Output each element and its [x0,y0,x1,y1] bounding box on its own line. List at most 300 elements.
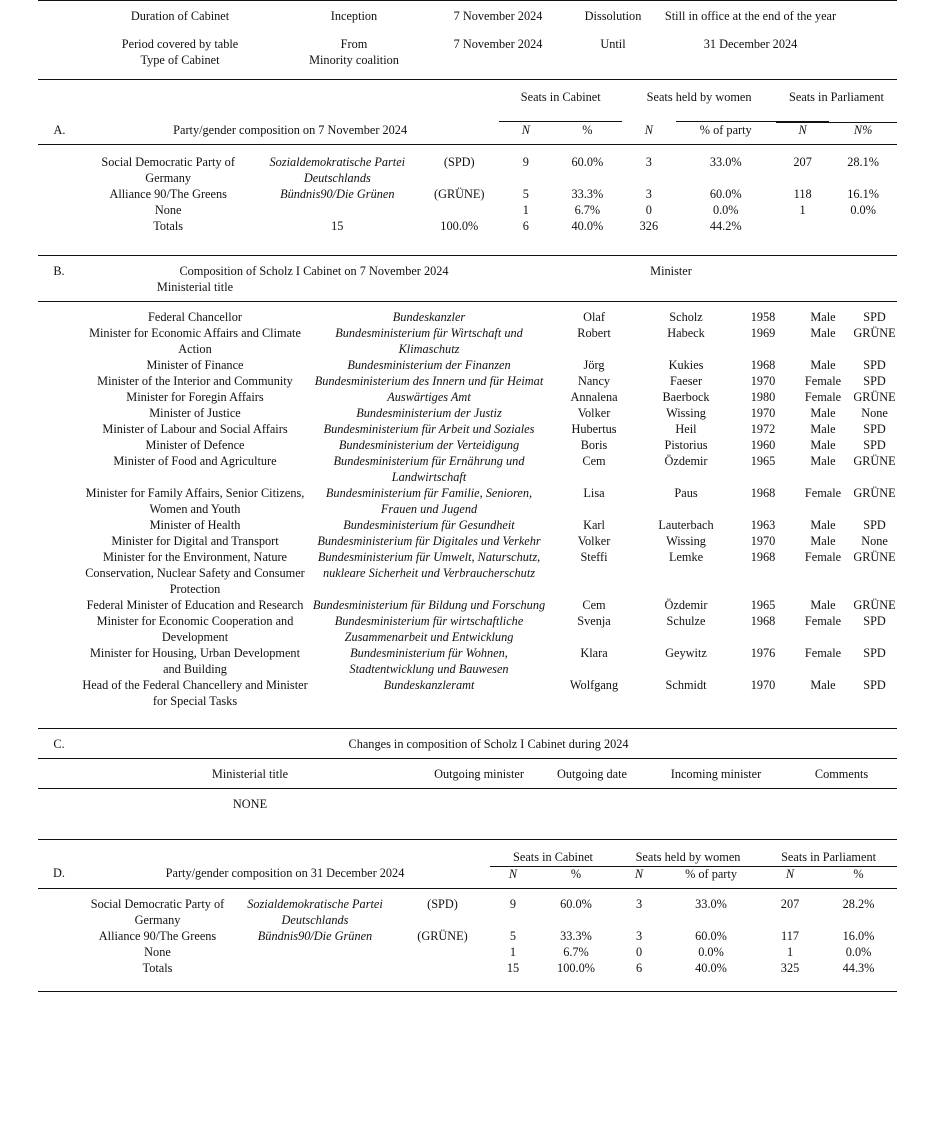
seats-women-n: 3 [645,187,652,202]
ministerial-title-de: Bundesministerium für Bildung und Forschung [312,598,546,613]
minister-row [38,326,897,358]
row-gutter [38,422,80,438]
minister-last-name: Pistorius [664,438,708,453]
meta-value-dissolution: Still in office at the end of the year [664,9,837,23]
seats-parliament-n: 118 [793,187,812,202]
section-c-header-row [38,767,897,783]
seats-cabinet-pct: 33.3% [560,928,592,943]
seats-cabinet-n: 5 [522,187,529,202]
meta-label-period: Period covered by table [121,36,239,51]
ministerial-title-en: Minister of Food and Agriculture [113,454,277,469]
minister-row [38,646,897,678]
ministerial-title-en: Minister for Family Affairs, Senior Citizens, Women and Youth [85,486,305,517]
minister-birth-year: 1970 [750,406,776,421]
ministerial-title-en: Federal Chancellor [148,310,242,325]
table-row-totals [38,961,897,977]
minister-birth-year: 1965 [750,598,776,613]
meta-label-duration: Duration of Cabinet [130,9,230,23]
section-c-title: Changes in composition of Scholz I Cabinet during 2024 [348,736,629,751]
col-header-outgoing-minister: Outgoing minister [434,766,524,781]
row-gutter [38,550,80,598]
minister-gender: Male [810,598,836,613]
seats-women-n: 6 [635,960,643,975]
minister-gender: Male [810,534,836,549]
meta-key-inception: Inception [330,9,378,23]
totals-seats-cabinet-pct: 100.0% [440,219,479,234]
seats-women-pct-of-party: 0.0% [698,944,724,959]
minister-gender: Male [810,422,836,437]
minister-gender: Female [804,390,842,405]
seats-parliament-pct: 0.0% [850,203,876,218]
section-c-gap4 [38,788,897,797]
ministerial-title-de: Bundesministerium für Ernährung und Landwirtschaft [333,454,525,485]
group-header-seats-parliament: Seats in Parliament [789,89,884,104]
ministerial-title-en: Minister for Economic Cooperation and Development [96,614,294,644]
row-gutter [38,358,80,374]
party-name-en: Social Democratic Party of Germany [101,155,235,186]
party-name-de: Sozialdemokratische Partei Deutschlands [247,896,383,927]
col-header-pct-cabinet: % [582,122,593,137]
seats-women-pct-of-party: 60.0% [695,928,727,943]
row-gutter [38,534,80,550]
seats-cabinet-n: 15 [506,960,520,975]
col-header-pct-parliament: % [853,866,864,881]
section-d-body-gap [38,888,897,897]
ministerial-title-en: Minister for Economic Affairs and Climate Action [89,326,301,357]
minister-party: SPD [863,358,886,373]
minister-first-name: Hubertus [571,422,617,437]
row-gutter [38,518,80,534]
ministerial-title-de: Bundesministerium der Verteidigung [338,438,520,453]
seats-parliament-n: 1 [799,203,806,218]
meta-row-period [38,37,897,53]
minister-row [38,358,897,374]
party-name-en: None [144,944,171,959]
minister-first-name: Cem [582,598,606,613]
section-c-table [38,737,897,813]
col-header-incoming-minister: Incoming minister [670,766,762,781]
underline-seats-women [676,106,830,122]
minister-gender: Female [804,614,842,628]
party-abbr: (GRÜNE) [417,928,468,943]
ministerial-title-de: Bundesministerium für Wohnen, Stadtentwicklung und Bauwesen [349,645,509,676]
group-header-spacer [38,90,499,106]
seats-parliament-pct: 28.2% [842,896,875,911]
seats-cabinet-n: 1 [509,944,517,959]
section-a-table [38,90,897,235]
row-gutter [38,454,80,486]
totals-seats-women-n: 6 [522,219,529,234]
col-header-pct-of-party: % of party [699,122,752,137]
ministerial-title-de: Bundesministerium der Finanzen [347,358,511,373]
section-c-none-spacer [420,797,897,813]
row-gutter [38,797,80,813]
table-row [38,929,897,945]
totals-seats-parliament-pct: 44.2% [709,219,742,234]
table-row [38,187,897,203]
col-header-outgoing-date: Outgoing date [556,766,627,781]
section-a-letter: A. [53,122,66,137]
seats-parliament-pct: 16.1% [847,187,880,202]
row-gutter [38,897,80,929]
section-c-none-label: NONE [232,796,268,811]
minister-row [38,598,897,614]
totals-seats-parliament-n: 326 [639,219,659,234]
minister-first-name: Steffi [580,550,608,565]
col-header-n-cabinet: N [508,866,518,881]
row-gutter [38,598,80,614]
minister-row [38,518,897,534]
minister-first-name: Lisa [583,486,605,501]
row-gutter [38,486,80,518]
party-abbr [395,945,490,961]
section-c-none-row [38,797,897,813]
col-header-ministerial-title: Ministerial title [211,766,289,781]
minister-birth-year: 1960 [750,438,776,453]
section-a-title: Party/gender composition on 7 November 2024 [173,122,408,137]
meta-label-type: Type of Cabinet [140,52,220,67]
ministerial-title-en: Minister for Housing, Urban Development and Building [89,645,301,676]
ministerial-title-de: Bundesministerium der Justiz [356,406,502,421]
section-d-letter: D. [53,866,65,881]
minister-last-name: Faeser [669,374,703,389]
minister-first-name: Svenja [577,614,611,628]
seats-women-pct-of-party: 33.0% [695,896,727,911]
row-gutter [38,406,80,422]
minister-party: SPD [863,614,886,628]
col-header-pct-of-party: % of party [685,866,737,881]
minister-last-name: Geywitz [665,645,707,660]
minister-party: None [861,534,888,549]
section-c-gap2 [38,758,897,767]
totals-trailing-n [776,219,829,235]
ministerial-title-de: Bundesministerium für Digitales und Verkehr [317,534,541,549]
ministerial-title-en: Minister of Defence [145,438,245,453]
seats-cabinet-n: 9 [509,896,517,911]
meta-gutter [38,53,80,69]
party-name-de [235,961,395,977]
ministerial-title-en: Head of the Federal Chancellery and Minister for Special Tasks [82,677,308,708]
seats-parliament-n: 1 [786,944,794,959]
party-name-en: Social Democratic Party of Germany [90,896,225,927]
seats-cabinet-pct: 60.0% [560,896,592,911]
group-header-seats-cabinet: Seats in Cabinet [520,89,601,104]
row-gutter [38,614,80,646]
minister-party: GRÜNE [853,326,896,341]
minister-last-name: Heil [675,422,697,437]
totals-label: Totals [153,219,184,234]
minister-party: SPD [863,518,886,533]
minister-row [38,310,897,326]
party-name-en: Alliance 90/The Greens [109,187,227,202]
row-gutter [38,219,81,235]
section-b-header-spacer [794,264,897,280]
minister-first-name: Olaf [583,310,605,325]
ministerial-title-de: Auswärtiges Amt [387,390,471,405]
party-name-en: Alliance 90/The Greens [98,928,217,943]
party-abbr [395,961,490,977]
underline-gap [622,106,675,122]
minister-row [38,374,897,390]
ministerial-title-de: Bundesministerium für Familie, Senioren, Frauen und Jugend [325,486,533,517]
party-abbr: (GRÜNE) [433,187,485,202]
seats-parliament-n: 207 [793,155,812,170]
minister-last-name: Lauterbach [658,518,714,533]
section-d-title: Party/gender composition on 31 December 2024 [165,866,405,881]
party-name-de: Bündnis90/Die Grünen [280,187,395,202]
minister-birth-year: 1972 [750,422,776,437]
minister-birth-year: 1969 [750,326,776,341]
seats-parliament-n: 207 [780,896,800,911]
minister-first-name: Nancy [577,374,611,389]
seats-parliament-n: 325 [780,960,800,975]
seats-women-pct-of-party: 60.0% [709,187,742,202]
minister-first-name: Boris [580,438,608,453]
seats-cabinet-n: 9 [522,155,529,170]
group-header-seats-women: Seats held by women [646,89,752,104]
minister-gender: Female [804,486,842,501]
meta-key-until: Until [600,36,626,51]
seats-parliament-pct: 0.0% [845,944,872,959]
document-bottom-rule [38,991,897,992]
underline-spacer [38,106,499,122]
minister-last-name: Paus [674,486,698,501]
table-row-totals [38,219,897,235]
minister-party: SPD [863,310,886,325]
meta-value-from: 7 November 2024 [453,36,543,51]
meta-row-type [38,53,897,69]
minister-row [38,534,897,550]
meta-spacer [38,25,897,37]
minister-gender: Male [810,358,836,373]
underline-seats-cabinet [499,106,622,122]
meta-trailing [843,37,897,53]
meta-key-from: From [340,36,368,51]
section-c-title-row [38,737,897,753]
minister-gender: Female [804,374,842,389]
section-d-table [38,850,897,977]
col-header-pct-parliament: N% [853,123,873,138]
minister-row [38,390,897,406]
party-name-de [255,203,419,219]
meta-trailing [843,53,897,69]
seats-women-pct-of-party: 40.0% [695,960,727,975]
ministerial-title-de: Bundesministerium für wirtschaftliche Zusammenarbeit und Entwicklung [334,614,524,644]
party-abbr: (SPD) [427,896,458,911]
ministerial-title-de: Bundesministerium des Innern und für Heimat [314,374,544,389]
ministerial-title-en: Minister for Digital and Transport [111,534,279,549]
minister-row [38,454,897,486]
minister-last-name: Baerbock [662,390,710,405]
section-b-ministerial-title-header: Ministerial title [156,280,234,295]
minister-last-name: Kukies [668,358,704,373]
minister-first-name: Cem [582,454,606,469]
ministerial-title-de: Bundesministerium für Gesundheit [343,518,515,533]
ministerial-title-de: Bundeskanzler [392,310,466,325]
minister-birth-year: 1968 [750,486,776,501]
ministerial-title-en: Minister of Justice [149,406,241,421]
party-name-de [235,945,395,961]
minister-row [38,422,897,438]
minister-gender: Male [810,326,836,341]
ministerial-title-en: Minister for the Environment, Nature Conservation, Nuclear Safety and Consumer Protection [85,550,305,597]
seats-cabinet-n: 5 [509,928,517,943]
section-b-gutter [38,280,80,296]
minister-party: SPD [863,422,886,437]
col-header-comments: Comments [814,766,869,781]
section-c-letter: C. [53,736,65,751]
col-header-n-cabinet: N [521,122,530,137]
seats-cabinet-pct: 60.0% [571,155,604,170]
row-gutter [38,646,80,678]
minister-birth-year: 1958 [750,310,776,325]
row-gutter [38,438,80,454]
minister-last-name: Schulze [666,614,706,628]
ministerial-title-de: Bundesministerium für Arbeit und Soziales [323,422,535,437]
section-b-title-row [38,264,897,280]
row-gutter [38,390,80,406]
row-gutter [38,961,80,977]
meta-gutter [38,9,80,25]
ministerial-title-en: Minister of Labour and Social Affairs [102,422,288,437]
seats-cabinet-pct: 6.7% [563,944,589,959]
minister-birth-year: 1970 [750,374,776,389]
minister-party: SPD [863,438,886,453]
minister-first-name: Robert [577,326,611,341]
minister-last-name: Habeck [667,326,705,341]
minister-birth-year: 1976 [750,645,776,660]
seats-parliament-pct: 44.3% [842,960,875,975]
minister-row [38,678,897,710]
seats-women-n: 0 [645,203,652,218]
seats-parliament-pct: 16.0% [842,928,875,943]
ministerial-title-en: Minister of Finance [146,358,244,373]
minister-birth-year: 1965 [750,454,776,469]
minister-party: GRÜNE [853,598,896,613]
seats-parliament-n: 117 [781,928,800,943]
meta-row-duration [38,9,897,25]
row-gutter [38,374,80,390]
minister-gender: Male [810,406,836,421]
totals-seats-women-pct: 40.0% [571,219,604,234]
col-header-n-parliament: N [785,866,795,881]
minister-gender: Male [810,454,836,469]
meta-value-type: Minority coalition [309,52,399,67]
meta-blank [658,53,843,69]
minister-first-name: Klara [580,645,608,660]
seats-cabinet-pct: 33.3% [571,187,604,202]
minister-row [38,486,897,518]
section-d-group-header-row [38,850,897,866]
row-gutter [38,929,80,945]
party-name-en: None [154,203,182,218]
minister-last-name: Özdemir [664,598,708,613]
minister-birth-year: 1970 [750,677,776,692]
section-b-subtitle-row [38,280,897,296]
minister-last-name: Schmidt [665,677,707,692]
ministerial-title-de: Bundesministerium für Umwelt, Naturschutz, nukleare Sicherheit und Verbraucherschutz [317,550,541,581]
minister-first-name: Wolfgang [569,677,619,692]
minister-first-name: Volker [577,534,611,549]
section-b-title: Composition of Scholz I Cabinet on 7 November 2024 [179,264,449,279]
minister-gender: Male [810,310,836,325]
table-row [38,155,897,187]
underline-gap [829,106,897,122]
minister-party: SPD [863,677,886,692]
table-row [38,897,897,929]
party-name-en: Totals [142,960,173,975]
ministerial-title-en: Minister of the Interior and Community [97,374,293,389]
minister-party: GRÜNE [853,390,896,405]
row-gutter [38,155,81,187]
seats-women-n: 3 [645,155,652,170]
ministerial-title-de: Bundeskanzleramt [383,677,475,692]
party-name-de: Sozialdemokratische Partei Deutschlands [269,155,406,186]
col-header-pct-cabinet: % [570,866,582,881]
ministerial-title-en: Minister for Foregin Affairs [126,390,264,405]
section-d-title-row [38,866,897,882]
minister-last-name: Wissing [666,534,706,549]
minister-gender: Female [804,645,842,660]
row-gutter [38,326,80,358]
minister-birth-year: 1963 [750,518,776,533]
minister-party: SPD [863,645,886,660]
seats-women-n: 0 [635,944,643,959]
party-name-de: Bündnis90/Die Grünen [257,928,373,943]
meta-blank [428,53,568,69]
minister-first-name: Jörg [583,358,605,373]
col-header-n-parliament: N [798,123,807,138]
section-b-table [38,264,897,710]
ministerial-title-en: Federal Minister of Education and Research [86,598,304,613]
meta-value-inception: 7 November 2024 [453,9,543,23]
ministerial-title-de: Bundesministerium für Wirtschaft und Klimaschutz [335,326,523,357]
meta-table [38,9,897,69]
minister-birth-year: 1970 [750,534,776,549]
row-gutter [38,187,81,203]
minister-row [38,614,897,646]
minister-birth-year: 1968 [750,614,776,628]
minister-gender: Male [810,438,836,453]
minister-gender: Female [804,550,842,565]
section-a-body-gap [38,145,897,156]
section-b-letter: B. [53,264,65,279]
seats-parliament-pct: 28.1% [847,155,880,170]
meta-key-dissolution: Dissolution [584,9,642,23]
col-header-n-women: N [634,866,644,881]
minister-row [38,550,897,598]
seats-cabinet-n: 1 [522,203,529,218]
meta-gutter [38,37,80,53]
meta-blank [568,53,658,69]
table-row [38,203,897,219]
ministerial-title-en: Minister of Health [149,518,241,533]
seats-cabinet-pct: 6.7% [574,203,601,218]
minister-gender: Male [810,677,836,692]
table-row [38,945,897,961]
row-gutter [38,945,80,961]
minister-first-name: Karl [583,518,605,533]
totals-trailing-pct [829,219,897,235]
minister-party: GRÜNE [853,454,896,469]
minister-birth-year: 1980 [750,390,776,405]
totals-seats-cabinet-n: 15 [331,219,344,234]
seats-women-pct-of-party: 0.0% [712,203,739,218]
section-a-group-underline-row [38,106,897,122]
section-b-body-gap [38,302,897,311]
group-header-seats-cabinet: Seats in Cabinet [513,849,593,864]
row-gutter [38,678,80,710]
